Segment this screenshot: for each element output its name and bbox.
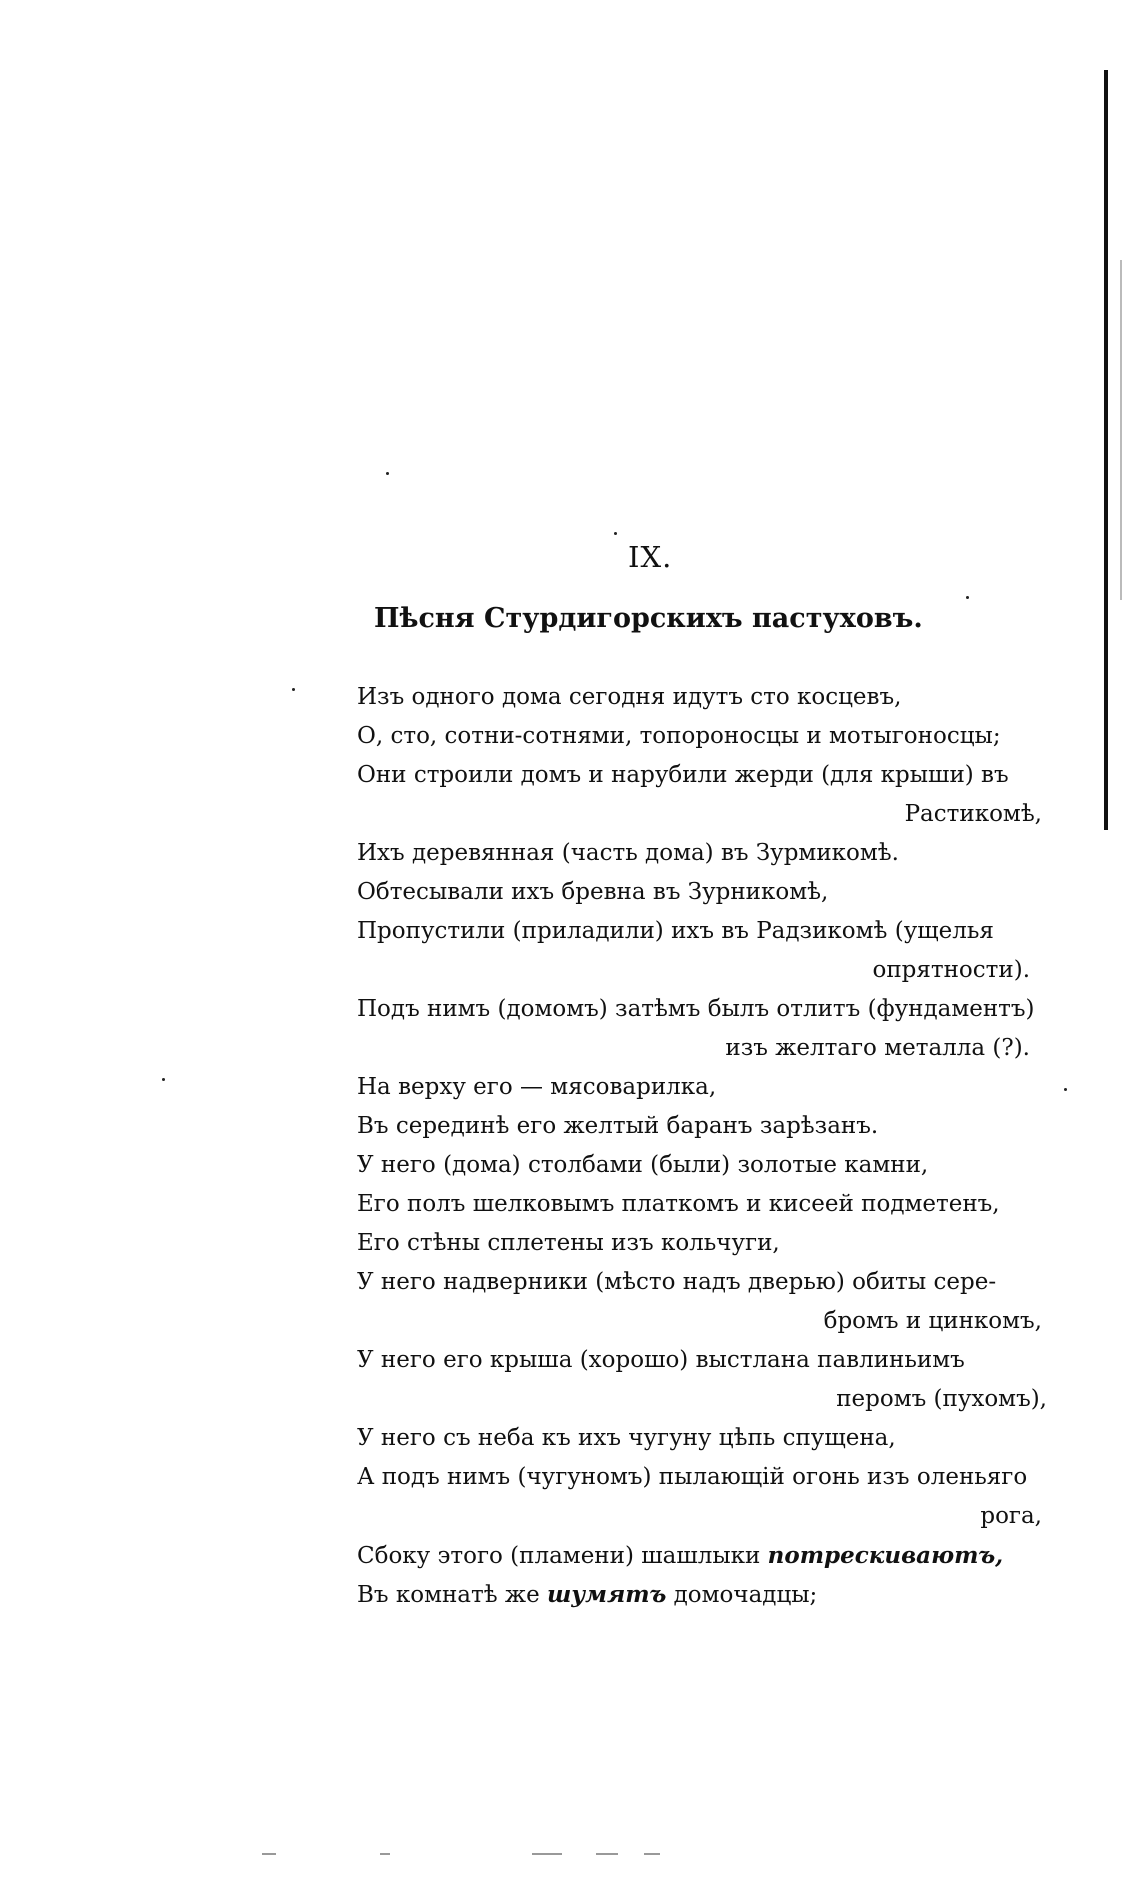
scan-artifact: [380, 1853, 390, 1855]
verse-line: Обтесывали ихъ бревна въ Зурникомѣ,: [357, 879, 829, 905]
scan-artifact: [532, 1853, 562, 1855]
print-speck: [614, 532, 617, 535]
verse-line: Они строили домъ и нарубили жерди (для крыши) въ: [357, 762, 1009, 788]
verse-line-continuation: бромъ и цинкомъ,: [823, 1308, 1042, 1334]
verse-text: Сбоку этого (пламени) шашлыки: [357, 1543, 768, 1569]
page-edge-shadow: [1104, 70, 1108, 830]
verse-line: У него съ неба къ ихъ чугуну цѣпь спущена,: [357, 1425, 896, 1451]
verse-text: Въ комнатѣ же: [357, 1582, 547, 1608]
verse-line: Въ серединѣ его желтый баранъ зарѣзанъ.: [357, 1113, 879, 1139]
verse-line: У него надверники (мѣсто надъ дверью) обиты сере-: [357, 1269, 997, 1295]
verse-line: Подъ нимъ (домомъ) затѣмъ былъ отлитъ (фундаментъ): [357, 996, 1035, 1022]
verse-line: У него (дома) столбами (были) золотые камни,: [357, 1152, 929, 1178]
scan-artifact: [644, 1853, 660, 1855]
verse-line: [357, 1575, 1082, 1614]
print-speck: [162, 1078, 165, 1081]
verse-block: [357, 678, 1082, 1614]
verse-line: [357, 1536, 1082, 1575]
chapter-number: IX.: [628, 540, 673, 574]
verse-line: А подъ нимъ (чугуномъ) пылающій огонь изъ оленьяго: [357, 1464, 1028, 1490]
verse-emphasis: потрескиваютъ,: [767, 1542, 1004, 1569]
print-speck: [292, 688, 295, 691]
verse-line-continuation: перомъ (пухомъ),: [836, 1386, 1047, 1412]
verse-line-continuation: Растикомѣ,: [904, 801, 1042, 827]
verse-line-continuation: изъ желтаго металла (?).: [725, 1035, 1030, 1061]
verse-line: Пропустили (приладили) ихъ въ Радзикомѣ (ущелья: [357, 918, 994, 944]
verse-line: Ихъ деревянная (часть дома) въ Зурмикомѣ.: [357, 840, 899, 866]
verse-line: На верху его — мясоварилка,: [357, 1074, 717, 1100]
verse-line: Его полъ шелковымъ платкомъ и кисеей подметенъ,: [357, 1191, 1000, 1217]
verse-line: О, сто, сотни-сотнями, топороносцы и мотыгоносцы;: [357, 723, 1001, 749]
verse-line: Изъ одного дома сегодня идутъ сто косцевъ,: [357, 684, 902, 710]
scan-artifact: [262, 1853, 276, 1855]
song-title: Пѣсня Стурдигорскихъ пастуховъ.: [374, 603, 923, 634]
print-speck: [966, 596, 969, 599]
verse-line: Его стѣны сплетены изъ кольчуги,: [357, 1230, 780, 1256]
verse-line-continuation: опрятности).: [872, 957, 1030, 983]
verse-emphasis: шумятъ: [547, 1581, 667, 1608]
scan-artifact: [596, 1853, 618, 1855]
verse-line-continuation: рога,: [980, 1503, 1042, 1529]
verse-line: У него его крыша (хорошо) выстлана павлиньимъ: [357, 1347, 965, 1373]
print-speck: [386, 472, 389, 475]
page-edge-shadow-faint: [1120, 260, 1122, 600]
verse-text: домочадцы;: [666, 1582, 818, 1608]
